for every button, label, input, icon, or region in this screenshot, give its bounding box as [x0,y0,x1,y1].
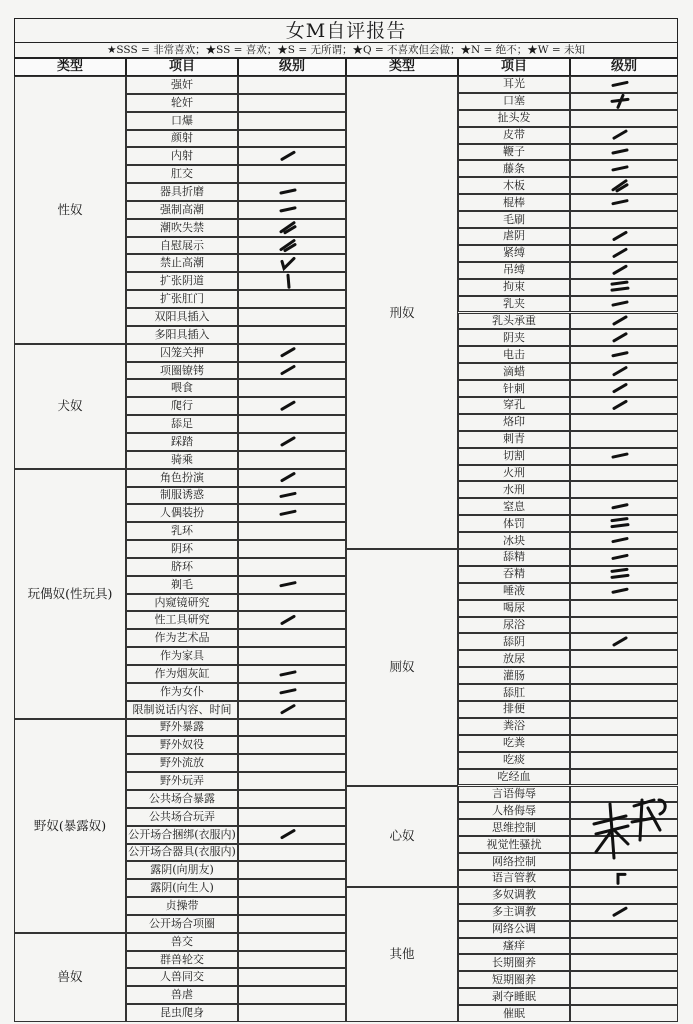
level-cell[interactable] [238,968,346,986]
item-name-cell: 滴蜡 [458,363,570,380]
level-cell[interactable] [570,211,678,228]
item-name-cell: 项圈镣铐 [126,362,238,380]
level-cell[interactable] [238,665,346,683]
item-name-cell: 吞精 [458,566,570,583]
level-cell[interactable] [238,611,346,629]
item-name-cell: 器具折磨 [126,183,238,201]
level-cell[interactable] [570,600,678,617]
level-cell[interactable] [238,790,346,808]
level-cell[interactable] [238,183,346,201]
level-cell[interactable] [570,870,678,887]
item-name-cell: 公共场合玩弄 [126,808,238,826]
header-item-right: 项目 [458,58,570,76]
level-cell[interactable] [238,487,346,505]
level-cell[interactable] [238,522,346,540]
item-name-cell: 长期圈养 [458,954,570,971]
level-cell[interactable] [238,254,346,272]
page-title: 女M自评报告 [14,18,678,42]
item-name-cell: 禁止高潮 [126,254,238,272]
level-cell[interactable] [238,683,346,701]
item-name-cell: 口爆 [126,112,238,130]
level-cell[interactable] [570,819,678,836]
item-name-cell: 野外奴役 [126,736,238,754]
item-name-cell: 露阴(向朋友) [126,861,238,879]
item-name-cell: 野外暴露 [126,719,238,737]
level-cell[interactable] [570,313,678,330]
item-name-cell: 多奴调教 [458,887,570,904]
item-name-cell: 性工具研究 [126,611,238,629]
item-name-cell: 作为烟灰缸 [126,665,238,683]
item-name-cell: 脐环 [126,558,238,576]
item-name-cell: 虐阴 [458,228,570,245]
level-cell[interactable] [238,130,346,148]
header-item-left: 项目 [126,58,238,76]
level-cell[interactable] [570,144,678,161]
item-name-cell: 阴环 [126,540,238,558]
item-name-cell: 吃经血 [458,769,570,786]
item-name-cell: 公开场合捆绑(衣服内) [126,826,238,844]
level-cell[interactable] [238,326,346,344]
level-cell[interactable] [570,177,678,194]
item-name-cell: 昆虫爬身 [126,1004,238,1022]
item-name-cell: 强制高潮 [126,201,238,219]
level-cell[interactable] [238,504,346,522]
level-cell[interactable] [570,448,678,465]
category-cell: 玩偶奴(性玩具) [14,469,126,719]
level-cell[interactable] [570,110,678,127]
level-cell[interactable] [570,329,678,346]
level-cell[interactable] [570,853,678,870]
level-cell[interactable] [570,633,678,650]
level-cell[interactable] [238,951,346,969]
item-name-cell: 扯头发 [458,110,570,127]
level-cell[interactable] [238,469,346,487]
item-name-cell: 火刑 [458,465,570,482]
level-cell[interactable] [238,344,346,362]
level-cell[interactable] [238,915,346,933]
item-name-cell: 扩张阴道 [126,272,238,290]
level-cell[interactable] [238,397,346,415]
item-name-cell: 限制说话内容、时间 [126,701,238,719]
item-name-cell: 放尿 [458,650,570,667]
item-name-cell: 窒息 [458,498,570,515]
level-cell[interactable] [570,93,678,110]
item-name-cell: 棍棒 [458,194,570,211]
item-name-cell: 公开场合项圈 [126,915,238,933]
level-cell[interactable] [238,219,346,237]
category-cell: 犬奴 [14,344,126,469]
item-name-cell: 网络公调 [458,921,570,938]
item-name-cell: 角色扮演 [126,469,238,487]
level-cell[interactable] [238,379,346,397]
level-cell[interactable] [238,433,346,451]
item-name-cell: 剃毛 [126,576,238,594]
level-cell[interactable] [238,112,346,130]
level-cell[interactable] [570,971,678,988]
level-cell[interactable] [238,629,346,647]
item-name-cell: 骑乘 [126,451,238,469]
level-cell[interactable] [238,719,346,737]
level-cell[interactable] [570,617,678,634]
item-name-cell: 唾液 [458,583,570,600]
item-name-cell: 人兽同交 [126,968,238,986]
item-name-cell: 灌肠 [458,667,570,684]
item-name-cell: 穿孔 [458,397,570,414]
item-name-cell: 舔足 [126,415,238,433]
level-cell[interactable] [570,296,678,313]
item-name-cell: 皮带 [458,127,570,144]
level-cell[interactable] [570,1005,678,1022]
item-name-cell: 藤条 [458,160,570,177]
item-name-cell: 肛交 [126,165,238,183]
item-name-cell: 喂食 [126,379,238,397]
level-cell[interactable] [238,451,346,469]
item-name-cell: 剥夺睡眠 [458,988,570,1005]
level-cell[interactable] [570,735,678,752]
level-cell[interactable] [238,308,346,326]
level-cell[interactable] [570,836,678,853]
level-cell[interactable] [570,887,678,904]
item-name-cell: 思维控制 [458,819,570,836]
item-name-cell: 多主调教 [458,904,570,921]
level-cell[interactable] [238,540,346,558]
item-name-cell: 野外流放 [126,754,238,772]
category-cell: 心奴 [346,786,458,887]
item-name-cell: 爬行 [126,397,238,415]
category-cell: 刑奴 [346,76,458,549]
level-cell[interactable] [238,237,346,255]
item-name-cell: 自慰展示 [126,237,238,255]
level-cell[interactable] [238,290,346,308]
level-cell[interactable] [570,245,678,262]
level-cell[interactable] [570,262,678,279]
level-cell[interactable] [238,558,346,576]
level-cell[interactable] [238,826,346,844]
level-cell[interactable] [570,160,678,177]
item-name-cell: 乳环 [126,522,238,540]
level-cell[interactable] [238,772,346,790]
item-name-cell: 拘束 [458,279,570,296]
item-name-cell: 催眠 [458,1005,570,1022]
item-name-cell: 吃痰 [458,752,570,769]
level-cell[interactable] [570,583,678,600]
item-name-cell: 切割 [458,448,570,465]
level-cell[interactable] [570,549,678,566]
item-name-cell: 扩张肛门 [126,290,238,308]
level-cell[interactable] [570,532,678,549]
report-sheet [14,18,678,1022]
level-cell[interactable] [238,165,346,183]
item-name-cell: 作为艺术品 [126,629,238,647]
item-name-cell: 乳头承重 [458,313,570,330]
level-cell[interactable] [238,701,346,719]
item-name-cell: 水刑 [458,481,570,498]
item-name-cell: 口塞 [458,93,570,110]
item-name-cell: 轮奸 [126,94,238,112]
category-cell: 性奴 [14,76,126,344]
item-name-cell: 多阳具插入 [126,326,238,344]
item-name-cell: 尿浴 [458,617,570,634]
level-cell[interactable] [570,380,678,397]
level-cell[interactable] [570,194,678,211]
item-name-cell: 舔精 [458,549,570,566]
item-name-cell: 内射 [126,147,238,165]
item-name-cell: 吃粪 [458,735,570,752]
level-cell[interactable] [570,481,678,498]
level-cell[interactable] [570,127,678,144]
level-cell[interactable] [238,879,346,897]
level-cell[interactable] [570,752,678,769]
item-name-cell: 阴夹 [458,329,570,346]
item-name-cell: 体罚 [458,515,570,532]
level-cell[interactable] [238,272,346,290]
header-type-left: 类型 [14,58,126,76]
level-cell[interactable] [238,861,346,879]
level-cell[interactable] [238,986,346,1004]
level-cell[interactable] [570,346,678,363]
item-name-cell: 潮吹失禁 [126,219,238,237]
item-name-cell: 耳光 [458,76,570,93]
header-level-right: 级别 [570,58,678,76]
level-cell[interactable] [238,736,346,754]
item-name-cell: 瘙痒 [458,938,570,955]
item-name-cell: 强奸 [126,76,238,94]
level-cell[interactable] [570,414,678,431]
item-name-cell: 贞操带 [126,897,238,915]
level-cell[interactable] [238,201,346,219]
item-name-cell: 排便 [458,701,570,718]
level-cell[interactable] [238,415,346,433]
category-cell: 厕奴 [346,549,458,786]
item-name-cell: 视觉性骚扰 [458,836,570,853]
level-cell[interactable] [238,76,346,94]
level-cell[interactable] [238,1004,346,1022]
header-type-right: 类型 [346,58,458,76]
item-name-cell: 紧缚 [458,245,570,262]
level-cell[interactable] [570,988,678,1005]
category-cell: 兽奴 [14,933,126,1022]
level-cell[interactable] [570,769,678,786]
level-cell[interactable] [238,754,346,772]
item-name-cell: 吊缚 [458,262,570,279]
level-cell[interactable] [570,904,678,921]
item-name-cell: 公共场合暴露 [126,790,238,808]
item-name-cell: 人偶装扮 [126,504,238,522]
item-name-cell: 刺青 [458,431,570,448]
item-name-cell: 言语侮辱 [458,786,570,803]
item-name-cell: 舔肛 [458,684,570,701]
level-cell[interactable] [570,363,678,380]
item-name-cell: 毛刷 [458,211,570,228]
item-name-cell: 烙印 [458,414,570,431]
item-name-cell: 群兽轮交 [126,951,238,969]
item-name-cell: 粪浴 [458,718,570,735]
item-name-cell: 制服诱惑 [126,487,238,505]
item-name-cell: 乳夹 [458,296,570,313]
level-cell[interactable] [238,576,346,594]
level-cell[interactable] [570,802,678,819]
item-name-cell: 冰块 [458,532,570,549]
level-cell[interactable] [570,465,678,482]
item-name-cell: 木板 [458,177,570,194]
level-cell[interactable] [570,786,678,803]
level-cell[interactable] [570,954,678,971]
level-cell[interactable] [570,228,678,245]
level-cell[interactable] [570,684,678,701]
level-cell[interactable] [570,566,678,583]
level-cell[interactable] [238,647,346,665]
item-name-cell: 兽交 [126,933,238,951]
level-cell[interactable] [238,933,346,951]
category-cell: 其他 [346,887,458,1022]
level-cell[interactable] [570,515,678,532]
level-cell[interactable] [570,431,678,448]
level-cell[interactable] [238,897,346,915]
level-cell[interactable] [570,650,678,667]
level-cell[interactable] [238,808,346,826]
item-name-cell: 内窥镜研究 [126,594,238,612]
item-name-cell: 网络控制 [458,853,570,870]
item-name-cell: 喝尿 [458,600,570,617]
level-cell[interactable] [570,397,678,414]
level-cell[interactable] [238,362,346,380]
item-name-cell: 针刺 [458,380,570,397]
level-cell[interactable] [238,844,346,862]
item-name-cell: 颜射 [126,130,238,148]
item-name-cell: 语言管教 [458,870,570,887]
item-name-cell: 兽虐 [126,986,238,1004]
level-cell[interactable] [570,76,678,93]
item-name-cell: 踩踏 [126,433,238,451]
item-name-cell: 作为家具 [126,647,238,665]
item-name-cell: 电击 [458,346,570,363]
level-cell[interactable] [570,498,678,515]
level-cell[interactable] [238,594,346,612]
category-cell: 野奴(暴露奴) [14,719,126,933]
header-level-left: 级别 [238,58,346,76]
level-cell[interactable] [570,938,678,955]
item-name-cell: 野外玩弄 [126,772,238,790]
level-cell[interactable] [570,667,678,684]
item-name-cell: 鞭子 [458,144,570,161]
level-cell[interactable] [570,701,678,718]
level-cell[interactable] [570,718,678,735]
item-name-cell: 公开场合器具(衣服内) [126,844,238,862]
item-name-cell: 舔阴 [458,633,570,650]
level-cell[interactable] [238,147,346,165]
item-name-cell: 双阳具插入 [126,308,238,326]
item-name-cell: 人格侮辱 [458,802,570,819]
level-cell[interactable] [238,94,346,112]
item-name-cell: 囚笼关押 [126,344,238,362]
level-cell[interactable] [570,921,678,938]
rating-legend: ★SSS = 非常喜欢；★SS = 喜欢；★S = 无所谓；★Q = 不喜欢但会做；★N = 绝不；★W = 未知 [14,42,678,58]
item-name-cell: 露阴(向生人) [126,879,238,897]
level-cell[interactable] [570,279,678,296]
item-name-cell: 短期圈养 [458,971,570,988]
item-name-cell: 作为女仆 [126,683,238,701]
